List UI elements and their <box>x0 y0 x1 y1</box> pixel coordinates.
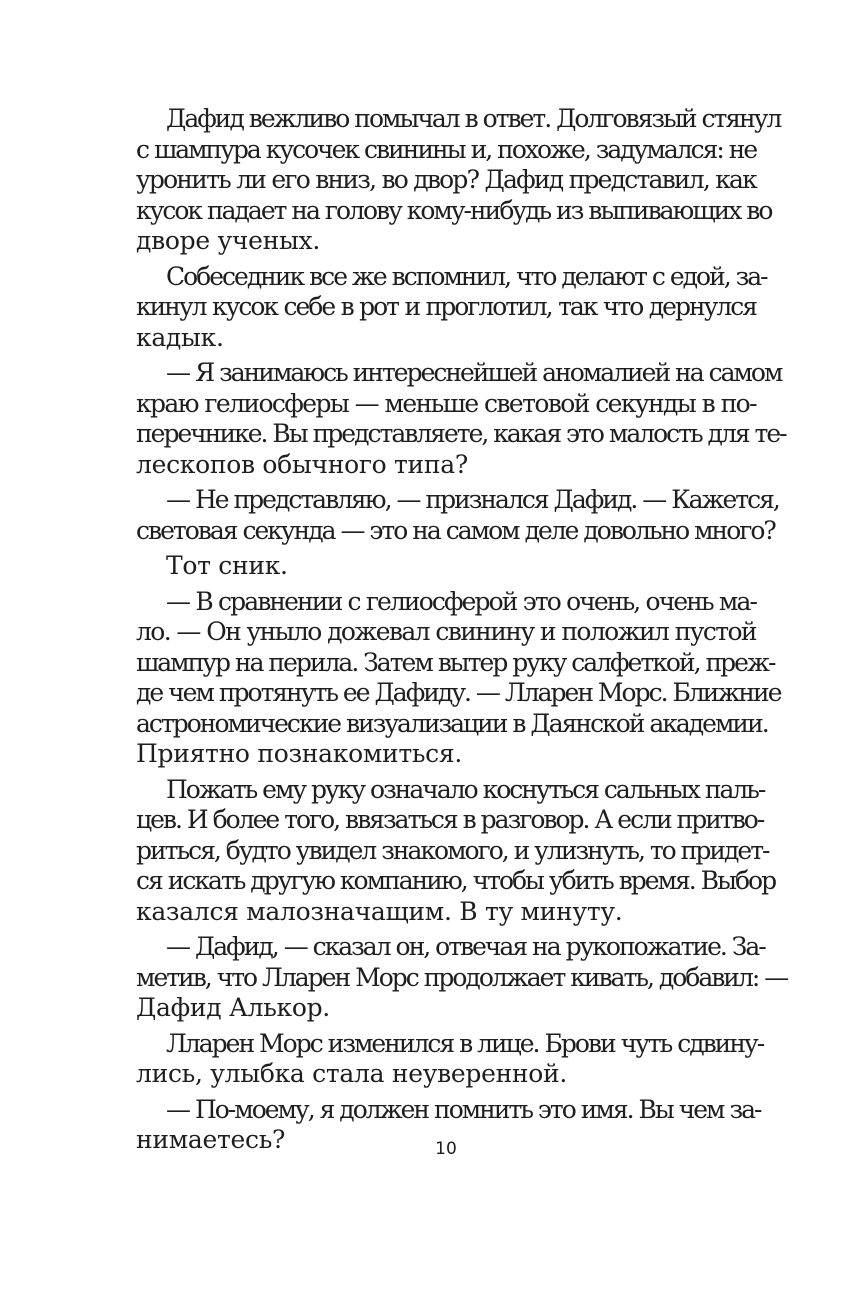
text-line: риться, будто увидел знакомого, и улизнуть, то придет- <box>136 835 769 865</box>
text-line: ло. — Он уныло дожевал свинину и положил пустой <box>136 617 756 646</box>
text-line: Дафид Алькор. <box>136 993 330 1022</box>
text-line: с шампура кусочек свинины и, похоже, задумался: не <box>136 134 757 164</box>
paragraph <box>136 932 788 1024</box>
text-line: ся искать другую компанию, чтобы убить время. Выбор <box>136 866 776 895</box>
text-line: кусок падает на голову кому-нибудь из выпивающих во <box>136 195 772 225</box>
text-line: де чем протянуть ее Дафиду. — Лларен Морс. Ближние <box>136 678 781 707</box>
paragraph <box>136 1028 764 1090</box>
text-line: краю гелиосферы — меньше световой секунды в по- <box>136 388 756 418</box>
text-line: дворе ученых. <box>136 226 321 255</box>
paragraph <box>136 358 786 480</box>
paragraph <box>136 586 781 770</box>
text-line: Тот сник. <box>166 551 288 580</box>
text-line: — Дафид, — сказал он, отвечая на рукопожатие. За- <box>166 932 765 961</box>
text-line: казался малозначащим. В ту минуту. <box>136 896 623 926</box>
text-line: астрономические визуализации в Даянской академии. <box>136 708 768 738</box>
text-line: световая секунда — это на самом деле довольно много? <box>136 515 775 545</box>
text-line: метив, что Лларен Морс продолжает кивать, добавил: — <box>136 962 788 992</box>
text-line: — По-моему, я должен помнить это имя. Вы чем за- <box>166 1094 761 1124</box>
text-line: — В сравнении с гелиосферой это очень, очень ма- <box>166 586 756 616</box>
text-line: кинул кусок себе в рот и проглотил, так что дернулся <box>136 292 756 321</box>
paragraph <box>136 261 767 354</box>
page-number: 10 <box>435 1139 457 1159</box>
paragraph <box>136 774 776 928</box>
text-line: Приятно познакомиться. <box>136 739 462 768</box>
text-line: цев. И более того, ввязаться в разговор. А если притво- <box>136 805 764 834</box>
text-line: нимаетесь? <box>136 1125 286 1154</box>
text-line: Пожать ему руку означало коснуться сальных паль- <box>166 774 765 804</box>
text-line: шампур на перила. Затем вытер руку салфеткой, преж- <box>136 647 775 677</box>
text-line: перечнике. Вы представляете, какая это малость для те- <box>136 419 786 448</box>
text-line: кадык. <box>136 322 224 352</box>
text-line: Собеседник все же вспомнил, что делают с едой, за- <box>166 261 767 291</box>
paragraph <box>136 551 756 582</box>
paragraph <box>136 104 781 257</box>
body-text <box>136 104 788 1161</box>
text-line: Дафид вежливо помычал в ответ. Долговязый стянул <box>166 104 781 133</box>
text-line: Лларен Морс изменился в лице. Брови чуть сдвину- <box>166 1028 764 1058</box>
text-line: лись, улыбка стала неуверенной. <box>136 1059 568 1088</box>
text-line: лескопов обычного типа? <box>136 449 468 479</box>
text-line: уронить ли его вниз, во двор? Дафид представил, как <box>136 165 756 194</box>
text-line: — Не представляю, — признался Дафид. — Кажется, <box>166 485 779 514</box>
text-line: — Я занимаюсь интереснейшей аномалией на самом <box>166 358 782 387</box>
paragraph <box>136 485 779 546</box>
